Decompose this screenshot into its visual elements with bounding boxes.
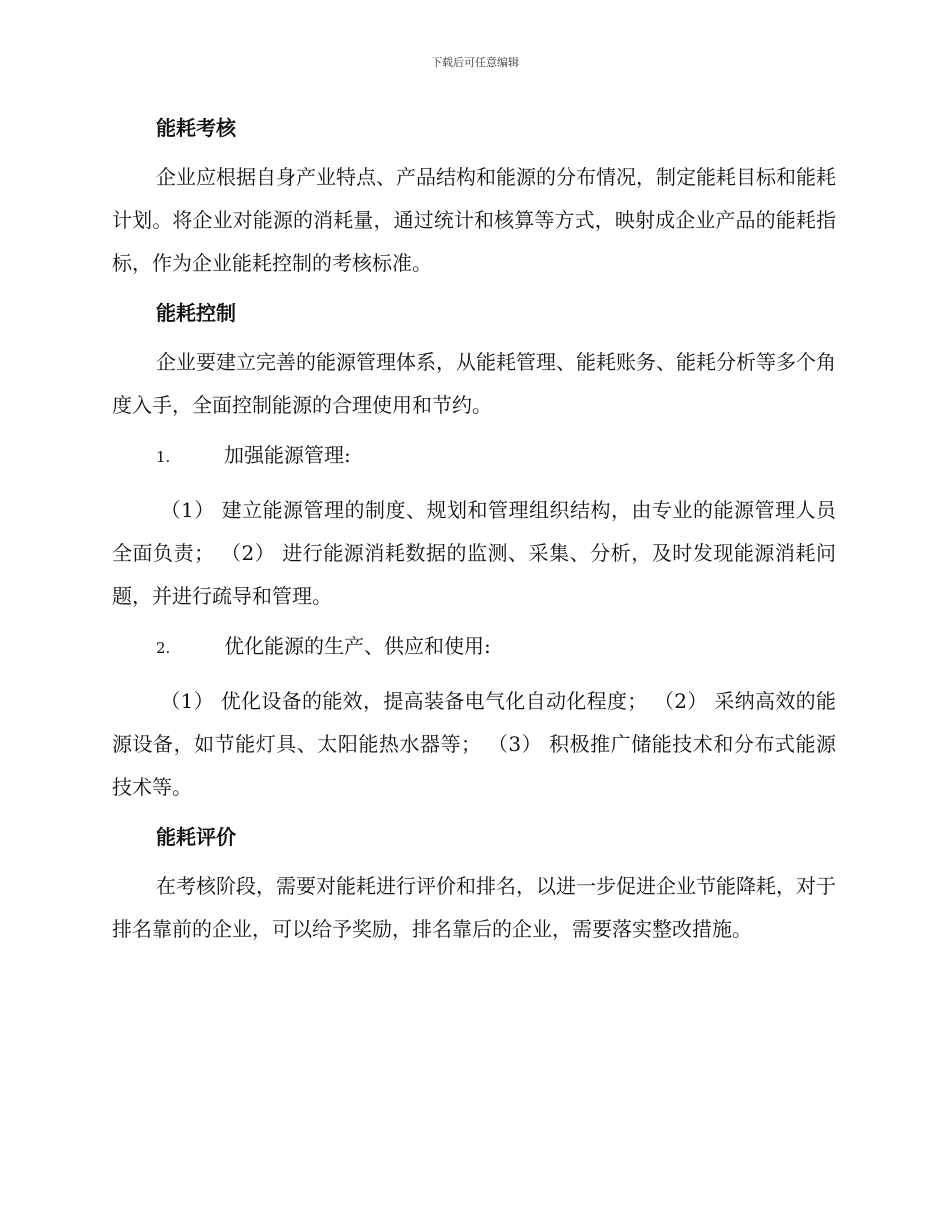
section-heading-assessment: 能耗考核: [156, 116, 236, 140]
item-number: 2.: [156, 639, 171, 657]
item-details-text: （1） 建立能源管理的制度、规划和管理组织结构，由专业的能源管理人员全面负责； （2） 进行能源消耗数据的监测、采集、分析，及时发现能源消耗问题，并进行疏导和管理。: [112, 498, 836, 608]
item-title: 优化能源的生产、供应和使用:: [224, 634, 491, 658]
document-body: [112, 108, 836, 959]
section-heading-evaluation: 能耗评价: [156, 825, 236, 849]
header-note: 下载后可任意编辑: [431, 56, 519, 69]
numbered-item-1: [112, 435, 836, 477]
section-paragraph-assessment: 企业应根据自身产业特点、产品结构和能源的分布情况，制定能耗目标和能耗计划。将企业对能源的消耗量，通过统计和核算等方式，映射成企业产品的能耗指标，作为企业能耗控制的考核标准。: [112, 165, 836, 275]
item-details-1: [112, 489, 836, 618]
item-title: 加强能源管理:: [224, 443, 351, 467]
section-paragraph-control: 企业要建立完善的能源管理体系，从能耗管理、能耗账务、能耗分析等多个角度入手，全面控制能源的合理使用和节约。: [112, 350, 836, 417]
numbered-item-2: [112, 626, 836, 668]
item-number: 1.: [156, 448, 171, 466]
section-paragraph-evaluation: 在考核阶段，需要对能耗进行评价和排名，以进一步促进企业节能降耗，对于排名靠前的企业，可以给予奖励，排名靠后的企业，需要落实整改措施。: [112, 874, 836, 941]
section-heading-control: 能耗控制: [156, 301, 236, 325]
item-details-2: [112, 680, 836, 809]
item-details-text: （1） 优化设备的能效，提高装备电气化自动化程度； （2） 采纳高效的能源设备，如节能灯具、太阳能热水器等； （3） 积极推广储能技术和分布式能源技术等。: [112, 689, 836, 799]
